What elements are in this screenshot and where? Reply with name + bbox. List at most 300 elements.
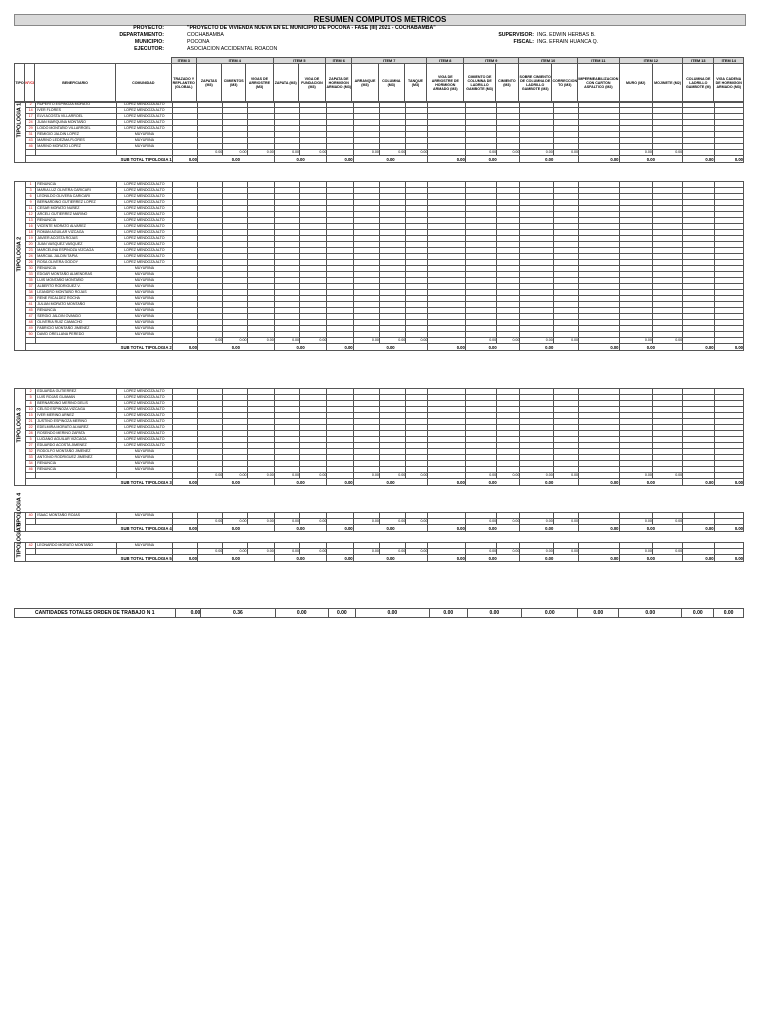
beneficiario-cell: RENUNCIA [36, 266, 117, 272]
subtotal-cell: 0.00 [683, 525, 714, 532]
tipologia1-table [14, 101, 744, 163]
subtotal-cell: 0.00 [353, 479, 428, 486]
comunidad-cell: LOPEZ MENDOZA ALTO [117, 108, 173, 114]
beneficiario-cell: ALBERTO RODRIGUEZ V. [36, 284, 117, 290]
subtotal-cell: 0.00 [579, 555, 619, 562]
comunidad-cell: LOPEZ MENDOZA ALTO [117, 182, 173, 188]
comunidad-cell: LOPEZ MENDOZA ALTO [117, 395, 173, 401]
subtotal-cell: 0.00 [520, 156, 579, 163]
row-number: 8 [26, 401, 36, 407]
subtotal-cell: 0.00 [172, 344, 197, 351]
sum-cell: 0.00 [353, 150, 379, 156]
subtotal-cell: 0.00 [197, 525, 274, 532]
sum-cell: 0.00 [274, 473, 299, 479]
row-number: 42 [26, 543, 36, 549]
comunidad-cell: LOPEZ MENDOZA ALTO [117, 212, 173, 218]
comunidad-cell: MUYURINA [117, 314, 173, 320]
sum-cell: 0.00 [379, 338, 405, 344]
col-zapata-ha: ZAPATA DE HORMIGON ARMADO (M3) [326, 64, 352, 103]
beneficiario-cell: RENUNCIA [36, 467, 117, 473]
beneficiario-cell: ELVI ACOSTA VILLARROEL [36, 114, 117, 120]
col-mojinete: MOJINETE (M2) [652, 64, 682, 103]
row-number: 10 [26, 407, 36, 413]
tipologia3-table [14, 388, 744, 486]
row-number: 35 [26, 278, 36, 284]
row-number: 12 [26, 212, 36, 218]
beneficiario-cell: LUIS MONTAÑO MONTAÑO [36, 278, 117, 284]
row-number: 13 [26, 218, 36, 224]
subtotal-cell: 0.00 [465, 156, 520, 163]
beneficiario-cell: SERGIO JALDIN OVANDO [36, 314, 117, 320]
beneficiario-cell: JULIAN MORATO MONTAÑO [36, 302, 117, 308]
col-muro: MURO (M2) [619, 64, 652, 103]
totals-value-12: 0.00 [714, 609, 744, 618]
comunidad-cell: MUYURINA [117, 296, 173, 302]
row-number: 2 [26, 102, 36, 108]
beneficiario-cell: EDUARDA GUTIERREZ [36, 389, 117, 395]
beneficiario-cell: ROSENDO MERINO ZAPATA [36, 431, 117, 437]
beneficiario-cell: EDUARDO ACOSTA JIMENEZ [36, 443, 117, 449]
subtotal-cell: 0.00 [465, 479, 520, 486]
sum-cell: 0.00 [520, 150, 553, 156]
sum-cell: 0.00 [652, 150, 682, 156]
subtotal-cell: 0.00 [579, 525, 619, 532]
sum-cell: 0.00 [300, 519, 327, 525]
row-number: 29 [26, 126, 36, 132]
sum-cell: 0.00 [223, 519, 247, 525]
tipologia2-table [14, 181, 744, 351]
subtotal-cell: 0.00 [683, 555, 714, 562]
sum-cell: 0.00 [247, 473, 274, 479]
sum-cell: 0.00 [619, 473, 652, 479]
comunidad-cell: LOPEZ MENDOZA ALTO [117, 248, 173, 254]
sum-cell: 0.00 [497, 338, 520, 344]
beneficiario-cell: ANTONIO RODRIGUEZ JIMENEZ [36, 455, 117, 461]
subtotal-row [15, 156, 744, 163]
comunidad-cell: MUYURINA [117, 144, 173, 150]
subtotal-cell: 0.00 [465, 344, 520, 351]
departamento-label: DEPARTAMENTO: [119, 32, 164, 38]
beneficiario-cell: LEONARDO MORATO MONTAÑO [36, 543, 117, 549]
row-number: 33 [26, 272, 36, 278]
item-14: ITEM 14 [714, 58, 744, 64]
item-9: ITEM 9 [464, 58, 519, 64]
sum-cell: 0.00 [300, 150, 327, 156]
subtotal-cell: 0.00 [274, 156, 327, 163]
sum-cell: 0.00 [300, 549, 327, 555]
sum-cell: 0.00 [652, 549, 682, 555]
sum-cell: 0.00 [223, 150, 247, 156]
beneficiario-cell: EDELMIRA MORATO ALVAREZ [36, 425, 117, 431]
item-4: ITEM 4 [196, 58, 273, 64]
subtotal-cell: 0.00 [619, 344, 683, 351]
subtotal-row [15, 555, 744, 562]
subtotal-cell: 0.00 [353, 344, 428, 351]
sum-cell: 0.00 [247, 150, 274, 156]
item-8: ITEM 8 [427, 58, 464, 64]
subtotal-cell: 0.00 [274, 525, 327, 532]
comunidad-cell: MUYURINA [117, 455, 173, 461]
totals-value-11: 0.00 [682, 609, 714, 618]
comunidad-cell: MUYURINA [117, 290, 173, 296]
subtotal-cell: 0.00 [428, 479, 465, 486]
row-number: 50 [26, 332, 36, 338]
col-vigas-arriostre: VIGAS DE ARRIOSTRE (M3) [246, 64, 273, 103]
row-number: 11 [26, 206, 36, 212]
sum-cell: 0.00 [197, 519, 222, 525]
comunidad-cell: LOPEZ MENDOZA ALTO [117, 102, 173, 108]
col-cimiento-columna: CIMIENTO DE COLUMNA DE LADRILLO GAMBOTE (M3) [464, 64, 495, 103]
sum-cell: 0.00 [619, 549, 652, 555]
subtotal-cell: 0.00 [327, 344, 353, 351]
subtotal-cell: 0.00 [579, 156, 619, 163]
col-correccion: CORRECCION TO (M3) [552, 64, 578, 103]
proyecto-value: "PROYECTO DE VIVIENDA NUEVA EN EL MUNICIPIO DE POCONA - FASE (III) 2021 - COCHABAMBA" [187, 25, 436, 31]
subtotal-cell: 0.00 [619, 525, 683, 532]
row-number: 19 [26, 236, 36, 242]
row-number: 30 [26, 266, 36, 272]
row-number: 18 [26, 230, 36, 236]
col-comunidad: COMUNIDAD [116, 64, 172, 103]
subtotal-cell: 0.00 [428, 525, 465, 532]
totals-value-3: 0.00 [275, 609, 328, 618]
row-number: 37 [26, 284, 36, 290]
col-columna: COLUMNA (M3) [378, 64, 404, 103]
sum-cell: 0.00 [619, 519, 652, 525]
sum-cell: 0.00 [465, 473, 496, 479]
meta-block [14, 25, 744, 55]
beneficiario-cell: ROMAN AGUILAR VIZCAGA [36, 230, 117, 236]
sum-cell: 0.00 [553, 338, 578, 344]
item-3: ITEM 3 [171, 58, 196, 64]
sum-cell: 0.00 [406, 519, 428, 525]
row-number: 16 [26, 224, 36, 230]
beneficiario-cell: CESAR MORATO NUÑEZ [36, 206, 117, 212]
item-10: ITEM 10 [519, 58, 578, 64]
comunidad-cell: LOPEZ MENDOZA ALTO [117, 254, 173, 260]
sum-cell: 0.00 [406, 338, 428, 344]
sum-cell: 0.00 [247, 549, 274, 555]
sum-cell: 0.00 [406, 549, 428, 555]
subtotal-cell: 0.00 [172, 479, 197, 486]
subtotal-cell: 0.00 [714, 344, 743, 351]
row-number: 47 [26, 314, 36, 320]
beneficiario-cell: MARINO MORATO LOPEZ [36, 144, 117, 150]
comunidad-cell: MUYURINA [117, 449, 173, 455]
totals-value-1: 0.00 [175, 609, 201, 618]
comunidad-cell: LOPEZ MENDOZA ALTO [117, 230, 173, 236]
subtotal-cell: 0.00 [274, 479, 327, 486]
comunidad-cell: MUYURINA [117, 284, 173, 290]
beneficiario-cell: RENE RICALDEZ ROCHA [36, 296, 117, 302]
comunidad-cell: LOPEZ MENDOZA ALTO [117, 120, 173, 126]
beneficiario-cell: ISAAC MONTAÑO ROJAS [36, 513, 117, 519]
item-6: ITEM 6 [326, 58, 352, 64]
col-tipo: TIPO [15, 64, 25, 103]
row-number: 17 [26, 114, 36, 120]
row-number: 40 [26, 513, 36, 519]
tipologia-label-text: TIPOLOGIA 5 [16, 522, 23, 557]
comunidad-cell: MUYURINA [117, 461, 173, 467]
sum-cell: 0.00 [553, 549, 578, 555]
sum-cell: 0.00 [300, 338, 327, 344]
comunidad-cell: LOPEZ MENDOZA ALTO [117, 401, 173, 407]
col-zapata: ZAPATA (M3) [273, 64, 298, 103]
beneficiario-cell: VICENTE MORATO ALVAREZ [36, 224, 117, 230]
item-11: ITEM 11 [578, 58, 619, 64]
tipologia-label [15, 522, 26, 562]
row-number: 48 [26, 320, 36, 326]
totals-table [14, 608, 744, 618]
sum-cell: 0.00 [406, 150, 428, 156]
subtotal-label: SUB TOTAL TIPOLOGIA 5 [26, 555, 173, 562]
row-number: 38 [26, 290, 36, 296]
comunidad-cell: LOPEZ MENDOZA ALTO [117, 407, 173, 413]
beneficiario-cell: RENUNCIA [36, 182, 117, 188]
comunidad-cell: LOPEZ MENDOZA ALTO [117, 242, 173, 248]
tipologia-label [15, 389, 26, 486]
totals-value-4: 0.00 [328, 609, 355, 618]
sum-cell: 0.00 [274, 549, 299, 555]
col-cimiento: CIMIENTO (M3) [495, 64, 518, 103]
comunidad-cell: LOPEZ MENDOZA ALTO [117, 236, 173, 242]
fiscal-value: ING. EFRAIN HUANCA Q. [537, 39, 599, 45]
sum-cell: 0.00 [465, 549, 496, 555]
subtotal-cell: 0.00 [683, 344, 714, 351]
comunidad-cell: LOPEZ MENDOZA ALTO [117, 218, 173, 224]
row-number: 15 [26, 413, 36, 419]
comunidad-cell: LOPEZ MENDOZA ALTO [117, 260, 173, 266]
sum-cell: 0.00 [197, 150, 222, 156]
subtotal-cell: 0.00 [520, 344, 579, 351]
subtotal-cell: 0.00 [274, 555, 327, 562]
totals-value-2: 0.36 [201, 609, 275, 618]
row-number: 46 [26, 467, 36, 473]
comunidad-cell: LOPEZ MENDOZA ALTO [117, 206, 173, 212]
comunidad-cell: LOPEZ MENDOZA ALTO [117, 413, 173, 419]
subtotal-cell: 0.00 [197, 479, 274, 486]
beneficiario-cell: LUCIANO AGUILAR VIZCAGA [36, 437, 117, 443]
col-arranque: ARRANQUE (M3) [352, 64, 378, 103]
subtotal-cell: 0.00 [428, 344, 465, 351]
subtotal-row [15, 525, 744, 532]
beneficiario-cell: ARCELI GUTIERREZ MARINO [36, 212, 117, 218]
beneficiario-cell: CELSO ESPINOZA VIZCAGA [36, 407, 117, 413]
subtotal-cell: 0.00 [465, 555, 520, 562]
col-trazado: TRAZADO Y REPLANTEO (GLOBAL) [171, 64, 196, 103]
supervisor-label: SUPERVISOR: [498, 32, 534, 38]
fiscal-label: FISCAL: [513, 39, 534, 45]
sum-cell: 0.00 [465, 519, 496, 525]
item-7: ITEM 7 [352, 58, 427, 64]
col-cimientos: CIMIENTOS (M3) [222, 64, 246, 103]
subtotal-cell: 0.00 [683, 479, 714, 486]
subtotal-cell: 0.00 [353, 525, 428, 532]
col-impermeabilizacion: IMPERMEABILIZACION CON CARTON ASFALTICO (M2) [578, 64, 619, 103]
row-number: 23 [26, 248, 36, 254]
sum-cell: 0.00 [465, 338, 496, 344]
sum-cell: 0.00 [223, 338, 247, 344]
item-5: ITEM 5 [273, 58, 326, 64]
subtotal-cell: 0.00 [172, 555, 197, 562]
sum-cell: 0.00 [197, 338, 222, 344]
comunidad-cell: LOPEZ MENDOZA ALTO [117, 126, 173, 132]
beneficiario-cell: OLIVERIA RUIZ CAMACHO [36, 320, 117, 326]
supervisor-value: ING. EDWIN HERBAS B. [537, 32, 596, 38]
totals-value-6: 0.00 [429, 609, 467, 618]
beneficiario-cell: RUPERTO ESPINOZA MORATO [36, 102, 117, 108]
comunidad-cell: MUYURINA [117, 272, 173, 278]
item-13: ITEM 13 [683, 58, 714, 64]
beneficiario-cell: FABRICIO MONTAÑO JIMENEZ [36, 326, 117, 332]
subtotal-cell: 0.00 [172, 525, 197, 532]
col-viga-cadena: VIGA CADENA DE HORMIGON ARMADO (M3) [714, 64, 744, 103]
subtotal-cell: 0.00 [327, 156, 353, 163]
beneficiario-cell: LEANDRO MONTAÑO ROJAS [36, 290, 117, 296]
comunidad-cell: LOPEZ MENDOZA ALTO [117, 431, 173, 437]
col-tanque: TANQUE (M3) [404, 64, 426, 103]
tipologia-label-text: TIPOLOGIA 2 [16, 236, 23, 271]
beneficiario-cell: BERNARDINO GUTIERREZ LOPEZ [36, 200, 117, 206]
sum-cell: 0.00 [379, 473, 405, 479]
subtotal-cell: 0.00 [327, 555, 353, 562]
comunidad-cell: MUYURINA [117, 320, 173, 326]
subtotal-cell: 0.00 [520, 525, 579, 532]
sum-cell: 0.00 [497, 473, 520, 479]
sum-cell: 0.00 [520, 338, 553, 344]
sum-cell: 0.00 [553, 473, 578, 479]
sum-cell: 0.00 [274, 519, 299, 525]
row-number: 24 [26, 254, 36, 260]
subtotal-cell: 0.00 [197, 344, 274, 351]
comunidad-cell: MUYURINA [117, 266, 173, 272]
beneficiario-cell: DAVID ORELLANA PEREDO [36, 332, 117, 338]
sum-cell: 0.00 [553, 150, 578, 156]
sum-cell: 0.00 [300, 473, 327, 479]
subtotal-cell: 0.00 [197, 156, 274, 163]
sum-cell: 0.00 [520, 473, 553, 479]
sum-cell: 0.00 [353, 549, 379, 555]
subtotal-cell: 0.00 [619, 555, 683, 562]
municipio-label: MUNICIPIO: [134, 39, 164, 45]
beneficiario-cell: EDGAR MONTAÑO ALMENDRAS [36, 272, 117, 278]
sum-cell: 0.00 [520, 519, 553, 525]
comunidad-cell: MUYURINA [117, 278, 173, 284]
subtotal-cell: 0.00 [520, 555, 579, 562]
row-number: 26 [26, 260, 36, 266]
header-table [14, 57, 744, 103]
subtotal-cell: 0.00 [619, 479, 683, 486]
row-number: 5 [26, 395, 36, 401]
comunidad-cell: MUYURINA [117, 138, 173, 144]
row-number: 21 [26, 419, 36, 425]
comunidad-cell: LOPEZ MENDOZA ALTO [117, 425, 173, 431]
sum-cell: 0.00 [223, 473, 247, 479]
municipio-value: POCONA [187, 39, 210, 45]
departamento-value: COCHABAMBA [187, 32, 224, 38]
row-number: 31 [26, 132, 36, 138]
row-number: 39 [26, 296, 36, 302]
comunidad-cell: LOPEZ MENDOZA ALTO [117, 437, 173, 443]
subtotal-cell: 0.00 [579, 344, 619, 351]
sum-cell: 0.00 [247, 519, 274, 525]
beneficiario-cell: ROSA OLIVERA GODOY [36, 260, 117, 266]
subtotal-cell: 0.00 [714, 156, 743, 163]
tipologia-label-text: TIPOLOGIA 3 [16, 407, 23, 442]
col-viga-arriostre-ha: VIGA DE ARRIOSTRE DE HORMIGON ARMADO (M3) [427, 64, 464, 103]
comunidad-cell: LOPEZ MENDOZA ALTO [117, 114, 173, 120]
beneficiario-cell: LOIDO MONTAÑO VILLARROEL [36, 126, 117, 132]
comunidad-cell: MUYURINA [117, 132, 173, 138]
subtotal-cell: 0.00 [428, 156, 465, 163]
comunidad-cell: LOPEZ MENDOZA ALTO [117, 389, 173, 395]
sum-cell: 0.00 [247, 338, 274, 344]
row-number: 24 [26, 120, 36, 126]
sum-cell: 0.00 [497, 549, 520, 555]
tipologia-label [15, 182, 26, 351]
beneficiario-cell: MARIA LUZ OLIVERA CARICARI [36, 188, 117, 194]
row-number: 2 [26, 389, 36, 395]
sum-cell: 0.00 [379, 549, 405, 555]
beneficiario-cell: JUAN MARQUINA MONTAÑO [36, 120, 117, 126]
sum-cell: 0.00 [223, 549, 247, 555]
col-beneficiario: BENEFICIARIO [35, 64, 116, 103]
beneficiario-cell: REMIGIO JALDIN LOPEZ [36, 132, 117, 138]
beneficiario-cell: JUSTINO ESPINOZA MERINO [36, 419, 117, 425]
subtotal-cell: 0.00 [428, 555, 465, 562]
comunidad-cell: MUYURINA [117, 302, 173, 308]
ejecutor-label: EJECUTOR: [134, 46, 164, 52]
col-sobrecimiento: SOBRE CIMIENTO DE COLUMNA DE LADRILLO GAMBOTE (M3) [519, 64, 552, 103]
sum-cell: 0.00 [353, 473, 379, 479]
row-number: 46 [26, 144, 36, 150]
beneficiario-cell: RENUNCIA [36, 308, 117, 314]
sum-cell: 0.00 [652, 473, 682, 479]
tipologia-label [15, 102, 26, 163]
subtotal-cell: 0.00 [327, 479, 353, 486]
item-12: ITEM 12 [619, 58, 683, 64]
row-number: 34 [26, 461, 36, 467]
sum-cell: 0.00 [497, 519, 520, 525]
sum-cell: 0.00 [353, 338, 379, 344]
comunidad-cell: MUYURINA [117, 513, 173, 519]
comunidad-cell: LOPEZ MENDOZA ALTO [117, 200, 173, 206]
comunidad-cell: MUYURINA [117, 467, 173, 473]
subtotal-cell: 0.00 [683, 156, 714, 163]
totals-label: CANTIDADES TOTALES ORDEN DE TRABAJO N 1 [15, 609, 176, 618]
comunidad-cell: MUYURINA [117, 326, 173, 332]
subtotal-row [15, 344, 744, 351]
sum-cell: 0.00 [197, 473, 222, 479]
sum-cell: 0.00 [197, 549, 222, 555]
row-number: 32 [26, 449, 36, 455]
subtotal-cell: 0.00 [353, 156, 428, 163]
subtotal-label: SUB TOTAL TIPOLOGIA 4 [26, 525, 173, 532]
beneficiario-cell: MARCIAL JALDIN TAPIA [36, 254, 117, 260]
subtotal-cell: 0.00 [520, 479, 579, 486]
col-zapatas: ZAPATAS (M3) [196, 64, 221, 103]
tipologia-label-text: TIPOLOGIA 1 [16, 102, 23, 137]
totals-value-9: 0.00 [578, 609, 619, 618]
comunidad-cell: LOPEZ MENDOZA ALTO [117, 224, 173, 230]
row-number: 6 [26, 194, 36, 200]
tipologia-label-text: TIPOLOGIA 4 [16, 492, 23, 527]
subtotal-label: SUB TOTAL TIPOLOGIA 2 [26, 344, 173, 351]
sum-cell: 0.00 [619, 150, 652, 156]
sum-cell: 0.00 [465, 150, 496, 156]
subtotal-cell: 0.00 [274, 344, 327, 351]
subtotal-label: SUB TOTAL TIPOLOGIA 1 [26, 156, 173, 163]
